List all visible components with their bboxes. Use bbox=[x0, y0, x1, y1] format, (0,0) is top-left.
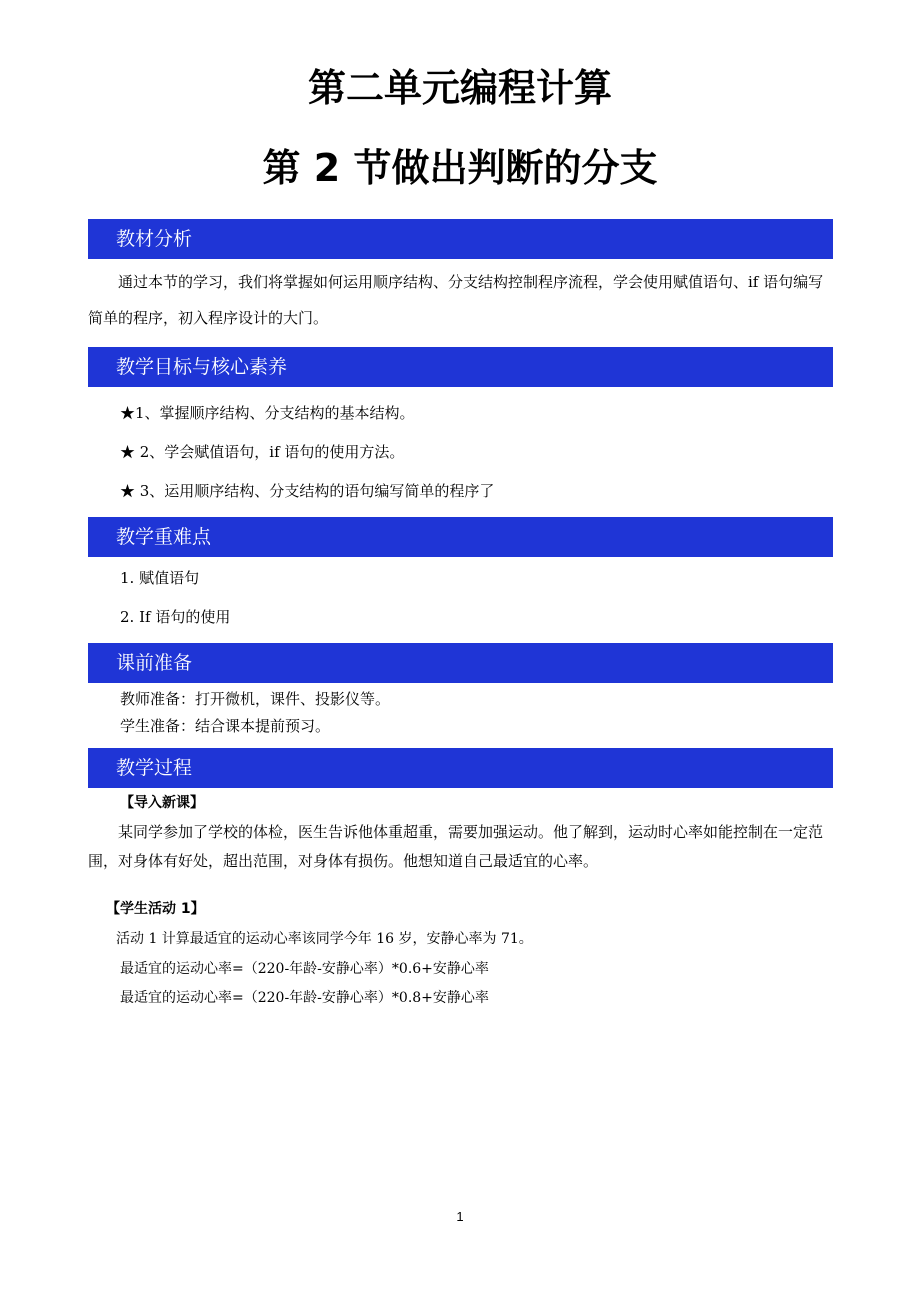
heading-key-points: 教学重难点 bbox=[88, 517, 833, 557]
activity-label: 【学生活动 1】 bbox=[106, 901, 205, 917]
goal-item-2: ★ 2、学会赋值语句，if 语句的使用方法。 bbox=[120, 443, 405, 461]
goal-item-1: ★1、掌握顺序结构、分支结构的基本结构。 bbox=[120, 404, 415, 422]
heading-goals: 教学目标与核心素养 bbox=[88, 347, 833, 387]
heading-process: 教学过程 bbox=[88, 748, 833, 788]
goal-item-3: ★ 3、运用顺序结构、分支结构的语句编写简单的程序了 bbox=[120, 482, 495, 500]
analysis-text: 通过本节的学习，我们将掌握如何运用顺序结构、分支结构控制程序流程，学会使用赋值语句、if 语句编写简单的程序，初入程序设计的大门。 bbox=[88, 273, 824, 327]
activity-line-2: 最适宜的运动心率=（220-年龄-安静心率）*0.6+安静心率 bbox=[120, 961, 489, 977]
key-point-2: 2. If 语句的使用 bbox=[120, 608, 231, 626]
section-title: 第 2 节做出判断的分支 bbox=[262, 146, 658, 190]
prep-teacher: 教师准备：打开微机，课件、投影仪等。 bbox=[120, 690, 391, 708]
key-point-1: 1. 赋值语句 bbox=[120, 569, 200, 587]
prep-student: 学生准备：结合课本提前预习。 bbox=[120, 717, 331, 735]
document-title: 第二单元编程计算 bbox=[307, 66, 612, 110]
heading-analysis: 教材分析 bbox=[88, 219, 833, 259]
page-number: 1 bbox=[456, 1209, 464, 1224]
intro-label: 【导入新课】 bbox=[120, 795, 204, 811]
activity-line-3: 最适宜的运动心率=（220-年龄-安静心率）*0.8+安静心率 bbox=[120, 990, 489, 1006]
activity-line-1: 活动 1 计算最适宜的运动心率该同学今年 16 岁，安静心率为 71。 bbox=[116, 931, 533, 947]
intro-text: 某同学参加了学校的体检，医生告诉他体重超重，需要加强运动。他了解到，运动时心率如能控制在一定范围，对身体有好处，超出范围，对身体有损伤。他想知道自己最适宜的心率。 bbox=[88, 823, 824, 870]
heading-prep: 课前准备 bbox=[88, 643, 833, 683]
